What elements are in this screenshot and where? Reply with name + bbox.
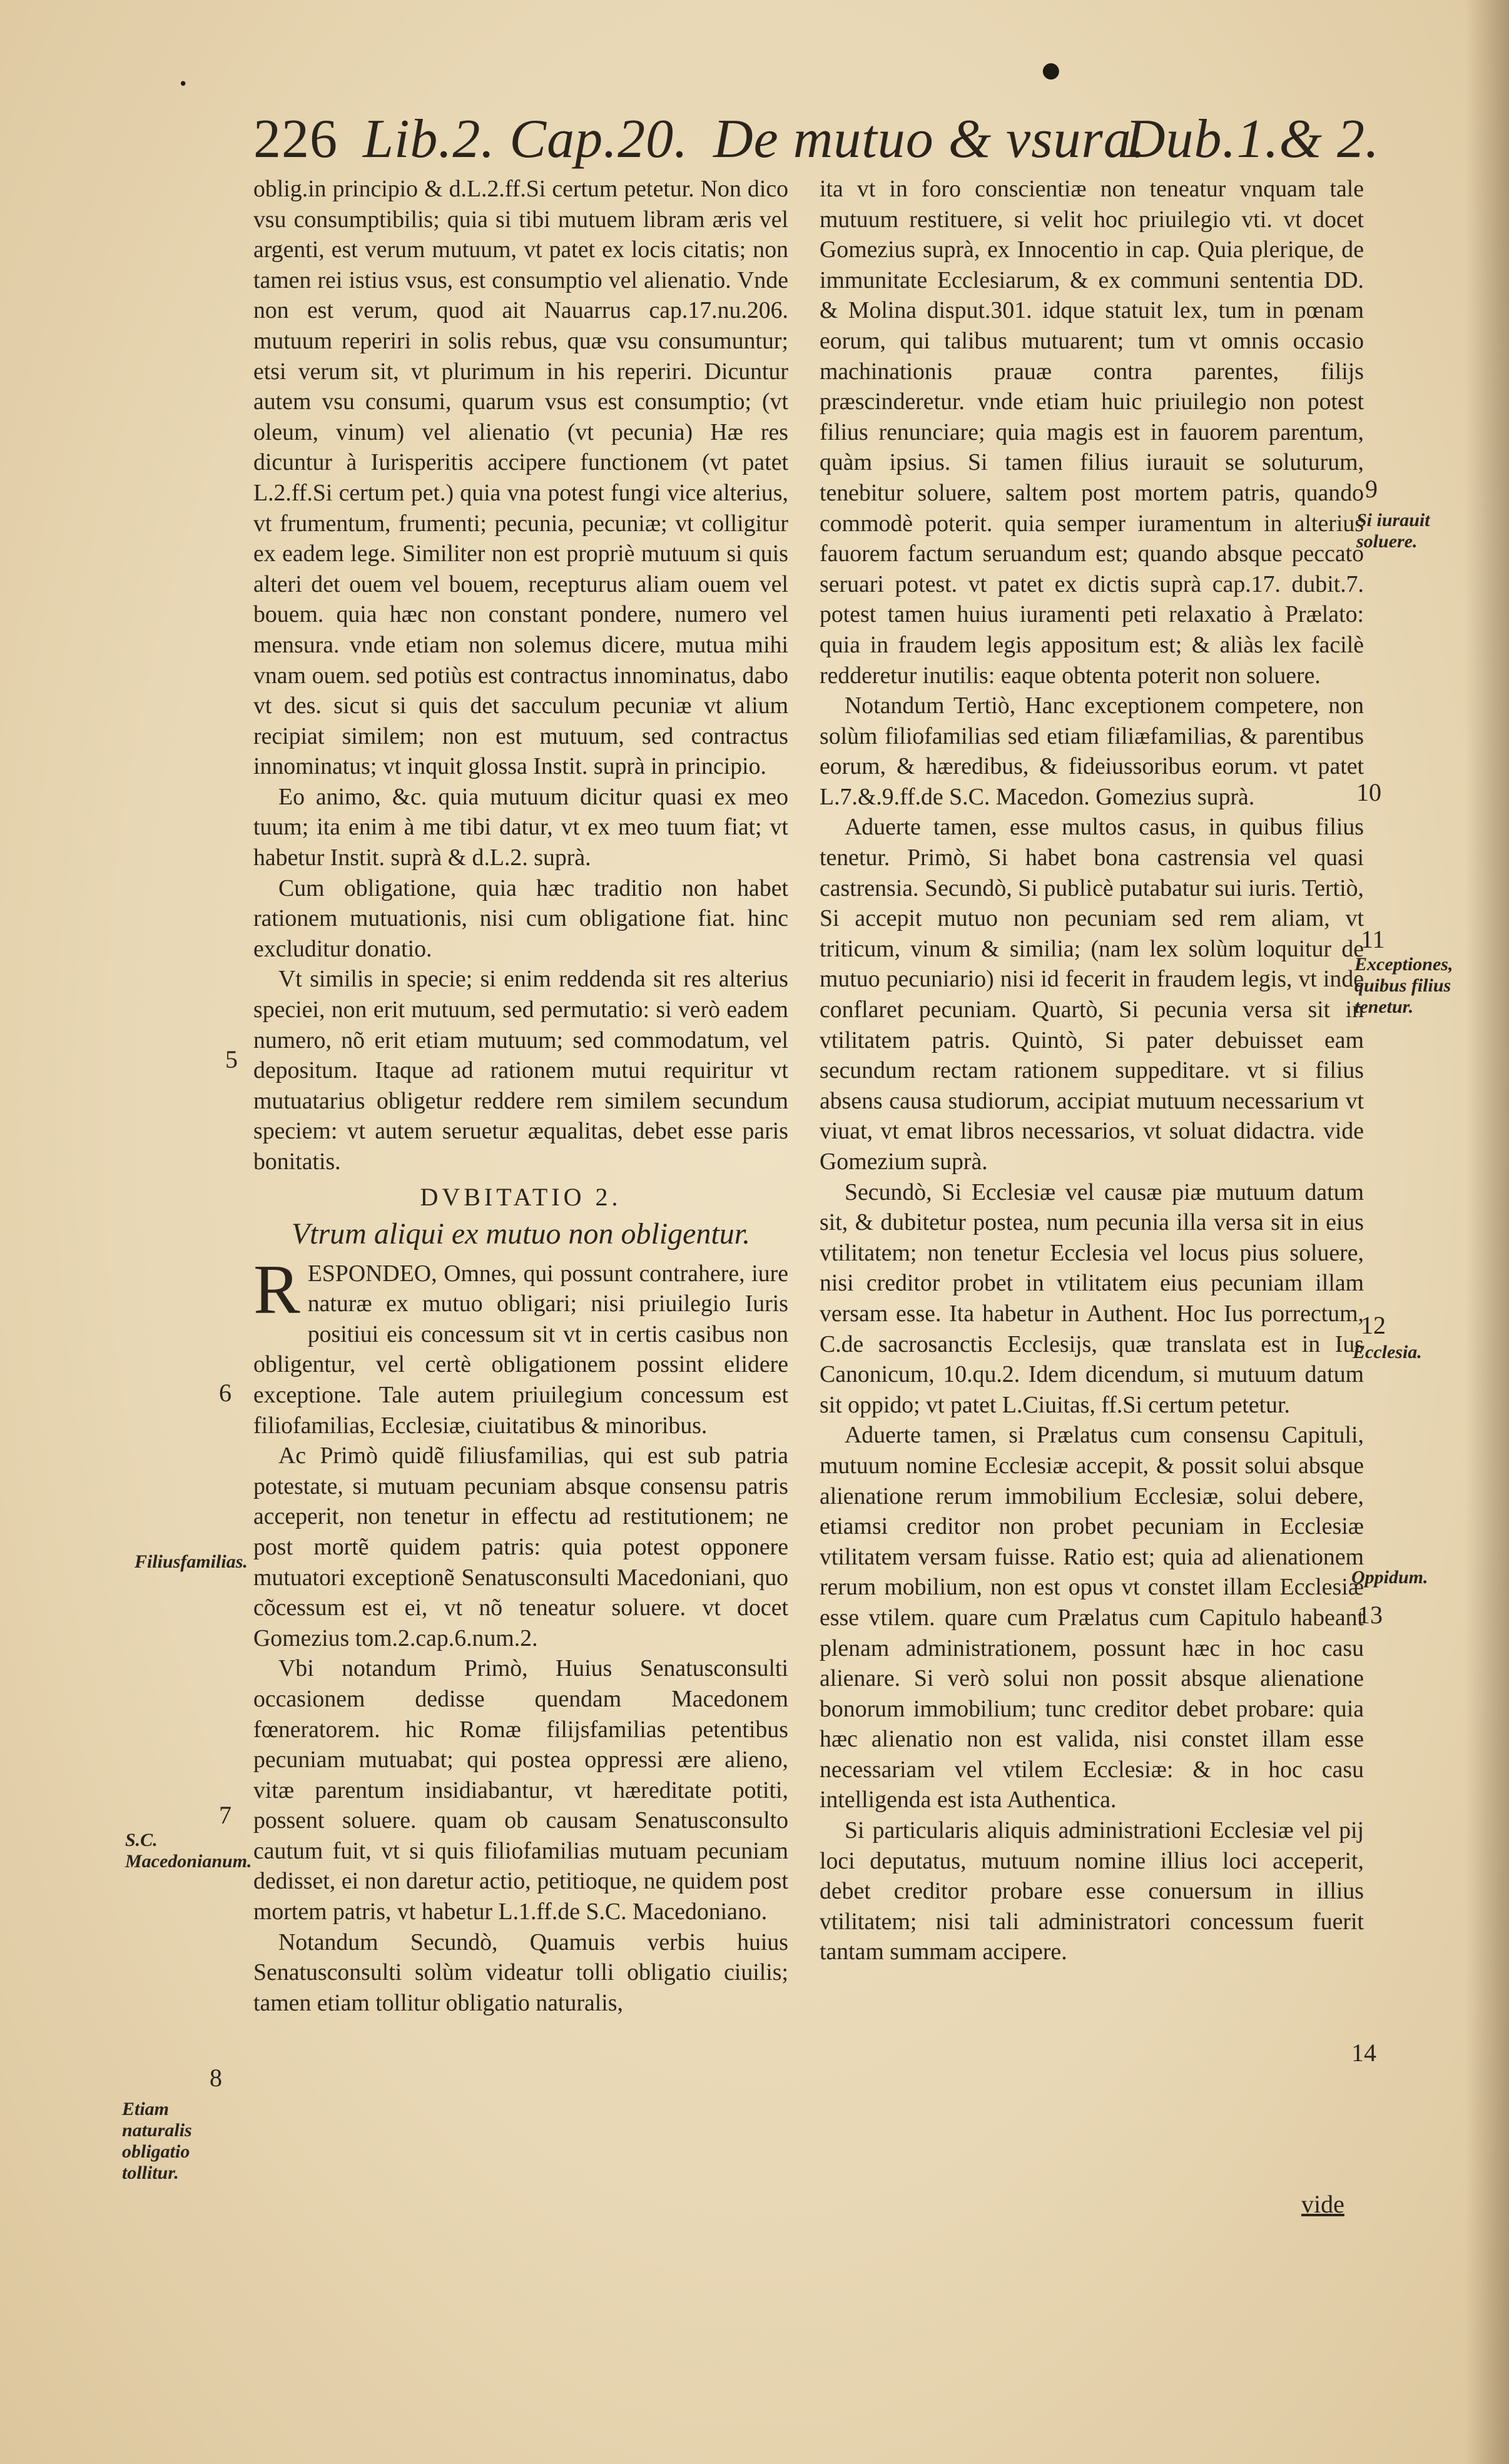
marginal-note-si-iurauit: Si iurauit soluere. xyxy=(1356,510,1430,552)
paragraph: Notandum Secundò, Quamuis verbis huius Senatusconsulti solùm videatur tolli obligatio ciuilis; tamen etiam tollitur obligatio naturalis, xyxy=(253,1929,788,2016)
paragraph: Secundò, Si Ecclesiæ vel causæ piæ mutuum datum sit, & dubitetur postea, num pecunia illa versa sit in eius vtilitatem; non tenetur Ecclesia vel locus pius soluere, nisi creditor probet in vtilitatem eius pecuniam illam versam esse. Ita habetur in Authent. Hoc Ius porrectum, C.de sacrosanctis Ecclesijs, quæ translata est in Ius Canonicum, 10.qu.2. Idem dicendum, si mutuum datum sit oppido; vt patet L.Ciuitas, ff.Si certum petetur. xyxy=(820,1179,1364,1418)
margin-number: 12 xyxy=(1361,1311,1386,1339)
dubitatio-range: Dub.1.& 2. xyxy=(1125,109,1379,170)
margin-number: 9 xyxy=(1365,475,1378,503)
marginal-note-filiusfamilias: Filiusfamilias. xyxy=(135,1551,248,1572)
left-column xyxy=(253,174,788,2018)
margin-number: 8 xyxy=(210,2064,222,2092)
margin-number: 6 xyxy=(219,1379,231,1407)
section-heading: DVBITATIO 2. xyxy=(420,1182,622,1211)
gutter-shadow xyxy=(1465,0,1509,2464)
marginal-note-etiam-naturalis: Etiam naturalis obligatio tollitur. xyxy=(122,2099,192,2183)
marginal-note-exceptiones: Exceptiones, quibus filius tenetur. xyxy=(1354,954,1453,1017)
margin-number: 11 xyxy=(1361,925,1385,953)
paragraph: Vbi notandum Primò, Huius Senatusconsulti occasionem dedisse quendam Macedonem fœneratorem. hic Romæ filijsfamilias petentibus pecuniam mutuabat; qui postea oppressi ære alieno, vitæ parentum insidiabantur, vt hæreditate potiti, possent soluere. quam ob causam Senatusconsulto cautum fuit, vt si quis filiofamilias mutuam pecuniam dedisset, ei non daretur actio, petitioque, ne quidem post mortem patris, vt habetur L.1.ff.de S.C. Macedoniano. xyxy=(253,1655,788,1925)
marginal-note-ecclesia: Ecclesia. xyxy=(1353,1342,1422,1362)
right-column xyxy=(820,174,1364,1967)
paragraph: Si particularis aliquis administrationi Ecclesiæ vel pij loci deputatus, mutuum nomine illius loci acceperit, debet creditor probare esse conuersum in illius vtilitatem; nisi tali administratori concessum fuerit tantam summam accipere. xyxy=(820,1817,1364,1965)
paragraph: Aduerte tamen, si Prælatus cum consensu Capituli, mutuum nomine Ecclesiæ accepit, & possit solui absque alienatione rerum immobilium Ecclesiæ, solui debere, etiamsi creditor non probet pecuniam in Ecclesiæ vtilitatem versam fuisse. Ratio est; quia ad alienationem rerum mobilium, non est opus vt constet illam Ecclesiæ esse vtilem. quare cum Prælatus cum Capitulo habeant plenam administrationem, possunt hæc in hoc casu alienare. Si verò solui non possit absque alienatione bonorum immobilium; tunc creditor debet probare: quia hæc alienatio non est valida, nisi constet illam esse necessariam vel vtilem Ecclesiæ: & in hoc casu intelligenda est ista Authentica. xyxy=(820,1422,1364,1813)
paragraph-text: ESPONDEO, Omnes, qui possunt contrahere, iure naturæ ex mutuo obligari; nisi priuilegio Iuris positiui eis concessum sit vt in certis casibus non obligentur, vel certè obligationem possint elidere exceptione. Tale autem priuilegium concessum est filiofamilias, Ecclesiæ, ciuitatibus & minoribus. xyxy=(253,1260,788,1439)
page-number: 226 xyxy=(253,109,338,170)
margin-number: 13 xyxy=(1358,1601,1383,1629)
section-question: Vtrum aliqui ex mutuo non obligentur. xyxy=(291,1217,751,1250)
paragraph: ita vt in foro conscientiæ non teneatur vnquam tale mutuum restituere, si velit hoc priuilegio vti. vt docet Gomezius suprà, ex Innocentio in cap. Quia plerique, de immunitate Ecclesiarum, & ex communi sententia DD. & Molina disput.301. idque statuit lex, tum in pœnam eorum, qui talibus mutuarent; tum vt omnis occasio machinationis prauæ contra parentes, filijs præscinderetur. vnde etiam huic priuilegio non potest filius renunciare; quia magis est in fauorem parentum, quàm ipsius. Si tamen filius iurauit se soluturum, tenebitur soluere, saltem post mortem patris, quando commodè poterit. quia semper iuramentum in alterius fauorem factum seruandum est; quando absque peccato seruari potest. vt patet ex dictis suprà cap.17. dubit.7. potest tamen huius iuramenti peti relaxatio à Prælato: quia in fraudem legis appositum est; & aliàs lex facilè redderetur inutilis: eaque obtenta poterit non soluere. xyxy=(820,176,1364,689)
paragraph xyxy=(253,1250,788,1441)
book-chapter: Lib.2. Cap.20. xyxy=(363,109,689,170)
catchword: vide xyxy=(1301,2190,1344,2218)
running-title: De mutuo & vsura. xyxy=(713,109,1146,170)
ink-spot: • xyxy=(178,75,188,94)
margin-number: 14 xyxy=(1351,2039,1376,2067)
marginal-note-oppidum: Oppidum. xyxy=(1351,1567,1428,1588)
running-head xyxy=(253,105,1379,174)
marginal-note-sc-macedonianum: S.C. Macedonianum. xyxy=(125,1830,252,1872)
paragraph: Ac Primò quidẽ filiusfamilias, qui est sub patria potestate, si mutuam pecuniam absque consensu patris acceperit, non tenetur in effectu ad restitutionem; ne post mortẽ quidem patris: quia potest opponere mutuatori exceptionẽ Senatusconsulti Macedoniani, quo cõcessum est ei, vt nõ teneatur soluere. vt docet Gomezius tom.2.cap.6.num.2. xyxy=(253,1442,788,1651)
paragraph: Aduerte tamen, esse multos casus, in quibus filius tenetur. Primò, Si habet bona castrensia vel quasi castrensia. Secundò, Si publicè putabatur sui iuris. Tertiò, Si accepit mutuo non pecuniam sed rem aliam, vt triticum, vinum & similia; (nam lex solùm loquitur de mutuo pecuniario) nisi id fecerit in fraudem legis, vt inde conflaret pecuniam. Quartò, Si pecunia versa sit in vtilitatem patris. Quintò, Si pater debuisset eam secundum rectam rationem suppeditare. vt si filius absens causa studiorum, accipiat mutuum necessarium vt viuat, vt emat libros necessarios, vt soluat didactra. vide Gomezium suprà. xyxy=(820,814,1364,1175)
margin-number: 7 xyxy=(219,1801,231,1829)
paragraph: Eo animo, &c. quia mutuum dicitur quasi ex meo tuum; ita enim à me tibi datur, vt ex meo tuum fiat; vt habetur Instit. suprà & d.L.2. suprà. xyxy=(253,783,788,871)
paragraph: Vt similis in specie; si enim reddenda sit res alterius speciei, non erit mutuum, sed permutatio: si verò eadem numero, nõ erit etiam mutuum; sed commodatum, vel depositum. Itaque ad rationem mutui requiritur vt mutuatarius obligetur reddere rem similem secundum speciem: vt autem seruetur æqualitas, debet esse paris bonitatis. xyxy=(253,966,788,1175)
paragraph: Cum obligatione, quia hæc traditio non habet rationem mutuationis, nisi cum obligatione fiat. hinc excluditur donatio. xyxy=(253,875,788,962)
drop-cap: R xyxy=(253,1250,300,1329)
ink-spot: ● xyxy=(1042,58,1060,83)
margin-number: 10 xyxy=(1356,778,1381,806)
paragraph: Notandum Tertiò, Hanc exceptionem competere, non solùm filiofamilias sed etiam filiæfamilias, & parentibus eorum, & hæredibus, & fideiussoribus eorum. vt patet L.7.&.9.ff.de S.C. Macedon. Gomezius suprà. xyxy=(820,692,1364,810)
paragraph: oblig.in principio & d.L.2.ff.Si certum petetur. Non dico vsu consumptibilis; quia si tibi mutuem libram æris vel argenti, est verum mutuum, vt patet ex locis citatis; non tamen rei istius vsus, est consumptio vel alienatio. Vnde non est verum, quod ait Nauarrus cap.17.nu.206. mutuum reperiri in solis rebus, quæ vsu consumuntur; etsi verum sit, vt plurimum in his reperiri. Dicuntur autem vsu consumi, quarum vsus est consumptio; (vt oleum, vinum) vel alienatio (vt pecunia) Hæ res dicuntur à Iurisperitis accipere functionem (vt patet L.2.ff.Si certum pet.) quia vna potest fungi vice alterius, vt frumentum, frumenti; pecunia, pecuniæ; vt colligitur ex eadem lege. Similiter non est propriè mutuum si quis alteri det ouem vel bouem, recepturus aliam ouem vel bouem. quia hæc non constant pondere, numero vel mensura. vnde etiam non solemus dicere, mutua mihi vnam ouem. sed potiùs est contractus innominatus, dabo vt des. sicut si quis det sacculum pecuniæ vt alium recipiat similem; non est mutuum, sed contractus innominatus; vt inquit glossa Instit. suprà in principio. xyxy=(253,176,788,780)
margin-number: 5 xyxy=(225,1045,238,1073)
